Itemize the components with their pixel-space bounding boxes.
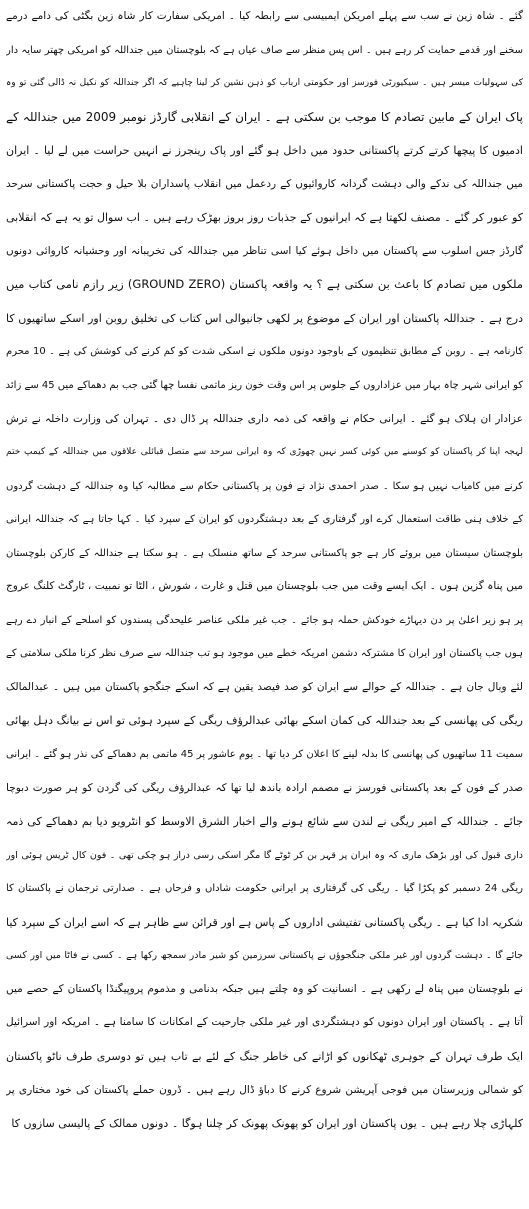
article-line: داری قبول کی اور بڑھک ماری کہ وہ ایران پر قہر بن کر ٹوٹے گا مگر اسکی رسی دراز ہو چکی تھی ۔ فون کال ٹریس ہوئی اور — [6, 849, 523, 861]
article-line: ایک طرف تہران کے جوہری ٹھکانوں کو اڑانے کی خاطر جنگ کے لئے بے تاب ہیں تو دوسری طرف ناٹو پاکستان — [6, 1049, 523, 1063]
article-line: لہجہ اپنا کر پاکستان کو کوسنے میں کوئی کسر نہیں چھوڑی کہ وہ ایرانی سرحد سے متصل قبائلی علاقوں میں جنداللہ کے کیمپ ختم — [6, 447, 523, 458]
article-line: درج ہے ۔ جنداللہ پاکستان اور ایران کے موضوع پر لکھی جانیوالی اس کتاب کی تخلیق روبن اور اسکے ساتھیوں کا — [6, 311, 523, 325]
article-line: ریگی کی پھانسی کے بعد جنداللہ کی کمان اسکے بھائی عبدالرؤف ریگی کے سپرد ہوئی تو اس نے بیانگ دہل بھائی — [6, 714, 523, 728]
article-line: سمیت 11 ساتھیوں کی پھانسی کا بدلہ لینے کا اعلان کر دیا تھا ۔ یوم عاشور پر 45 ماتمی بم دھماکے کی نذر ہو گئے ۔ ایرانی — [6, 749, 523, 761]
article-line: پاک ایران کے مابین تصادم کا موجب بن سکتی ہے ۔ ایران کے انقلابی گارڈز نومبر 2009 میں جنداللہ کے — [6, 109, 523, 124]
article-line: ہوں جب پاکستان اور ایران کا مشترکہ دشمن امریکہ خطے میں موجود ہو تب جنداللہ سے صرف نظر کرنا ملکی سلامتی کے — [6, 648, 523, 660]
article-line: عزادار ان ہلاک ہو گئے ۔ ایرانی حکام نے واقعہ کی ذمہ داری جنداللہ پر ڈال دی ۔ تہران کی وزارت داخلہ نے ترش — [6, 412, 523, 425]
article-line: کرنے میں کامیاب نہیں ہو سکا ۔ صدر احمدی نژاد نے فون پر پاکستانی حکام سے مطالبہ کیا وہ جنداللہ کے دہشت گردوں — [6, 480, 523, 492]
article-line: گارڈز جس اسلوب سے پاکستان میں داخل ہوئے کیا اسی تناظر میں جنداللہ کی تخریبانہ اور وحشیانہ کاروائی دونوں — [6, 244, 523, 257]
article-line: پر ہو زیر اعلیٰ پر دن دیہاڑے خودکش حملہ ہو جائے ۔ جب غیر ملکی عناصر علیحدگی پسندوں کو اسلحے کے انبار دے رہے — [6, 614, 523, 626]
article-line: میں پناہ گزین ہوں ۔ ایک ایسے وقت میں جب بلوچستان میں قتل و غارت ، شورش ، الٹا تو نمبیت ، ٹارگٹ کلنگ عروج — [6, 580, 523, 593]
article-line: جائے گا ۔ دہشت گردوں اور غیر ملکی جنگجوؤں نے پاکستانی سرزمین کو شیر مادر سمجھ رکھا ہے ۔ کسی نے فاٹا میں اور کسی — [6, 950, 523, 962]
article-line: شکریہ ادا کیا ہے ۔ ریگی پاکستانی تفتیشی اداروں کے پاس ہے اور قرائن سے ظاہر ہے کہ اسے ایران کے سپرد کیا — [6, 915, 523, 929]
article-line: جائے ۔ جنداللہ کے امیر ریگی نے لندن سے شائع ہونے والے اخبار الشرق الاوسط کو انٹرویو دیا بم دھماکے کی ذمہ — [6, 815, 523, 829]
article-line: لئے وبال جان ہے ۔ جنداللہ کے حوالے سے ایران کو صد فیصد یقین ہے کہ اسکے جنگجو پاکستان میں ہیں ۔ عبدالمالک — [6, 680, 523, 693]
article-line: کو عبور کر گئے ۔ مصنف لکھتا ہے کہ ایرانیوں کے جذبات روز بروز بھڑک رہے ہیں ۔ اب سوال تو یہ ہے کہ انقلابی — [6, 211, 523, 225]
article-line: کارنامہ ہے ۔ روبن کے مطابق تنظیموں کے باوجود دونوں ملکوں نے اسکی شدت کو کم کرنے کی کوشش کی ہے ۔ 10 محرم — [6, 346, 523, 358]
article-text — [6, 0, 523, 1141]
article-line: کی سہولیات میسر ہیں ۔ سیکیورٹی فورسز اور حکومتی ارباب کو ذہن نشین کر لینا چاہیے کہ اگر جنداللہ کو نکیل نہ ڈالی گئی تو وہ — [6, 78, 523, 89]
article-line: آتا ہے ۔ پاکستان اور ایران دونوں کو دہشتگردی اور غیر ملکی جارحیت کے امکانات کا سامنا ہے ۔ امریکہ اور اسرائیل — [6, 1016, 523, 1029]
article-line: کو ایرانی شہر چاہ بہار میں عزاداروں کے جلوس پر اس وقت خون ریز ماتمی نفسا چھا گئی جب بم دھماکے میں 45 سے زائد — [6, 380, 523, 392]
article-line: گئے ۔ شاہ زین نے سب سے پہلے امریکن ایمبیسی سے رابطہ کیا ۔ امریکی سفارت کار شاہ زین بگٹی کی دامے درمے — [6, 10, 523, 22]
article-line: کلہاڑی چلا رہے ہیں ۔ یوں پاکستان اور ایران کو پھونک پھونک کر چلنا ہوگا ۔ دونوں ممالک کے پالیسی سازوں کا — [11, 1117, 523, 1131]
article-line: کو شمالی وزیرستان میں فوجی آپریشن شروع کرنے کا دباؤ ڈال رہے ہیں ۔ ڈرون حملے پاکستان کی خود مختاری پر — [6, 1083, 523, 1096]
article-line: کے خلاف ہنی طاقت استعمال کرے اور گرفتاری کے بعد دہشتگردوں کو ایران کے سپرد کیا ۔ کہا جاتا ہے کہ جنداللہ ایرانی — [6, 514, 523, 526]
article-line: سخنے اور قدمے حمایت کر رہے ہیں ۔ اس پس منظر سے صاف عیاں ہے کہ بلوچستان میں جنداللہ کو امریکی چھتر سایہ دار — [6, 44, 523, 56]
article-line: ریگی 24 دسمبر کو پکڑا گیا ۔ ریگی کی گرفتاری پر ایرانی حکومت شاداں و فرحاں ہے ۔ صدارتی ترجمان نے پاکستان کا — [6, 883, 523, 895]
article-line: نے بلوچستان میں پناہ لے رکھی ہے ۔ انسانیت کو وہ چلتے ہیں جبکہ بدنامی و مذموم پروپیگنڈا پاکستان کے حصے میں — [6, 982, 523, 995]
article-line: صدر کے فون کے بعد پاکستانی فورسز نے مصمم ارادہ باندھ لیا تھا کہ عبدالرؤف ریگی کی گردن کو ہر صورت دبوچا — [6, 781, 523, 794]
article-line: میں جنداللہ کی ندکے والی دہشت گردانہ کاروائیوں کے ردعمل میں انقلاب پاسداران بلا حیل و حجت پاکستانی سرحد — [6, 177, 523, 190]
article-line: ادمیوں کا پیچھا کرتے کرتے پاکستانی حدود میں داخل ہو گئے اور پاک رینجرز نے انہیں حراست میں لے لیا ۔ ایران — [6, 144, 523, 158]
article-line: بلوچستان سیستان میں بروئے کار ہے جو پاکستانی سرحد کے ساتھ منسلک ہے ۔ ہو سکتا ہے جنداللہ کے کارکن بلوچستان — [6, 547, 523, 559]
article-line: ملکوں میں تصادم کا باعث بن سکتی ہے ؟ یہ واقعہ پاکستان (GROUND ZERO) زیر رازم نامی کتاب میں — [6, 277, 523, 292]
